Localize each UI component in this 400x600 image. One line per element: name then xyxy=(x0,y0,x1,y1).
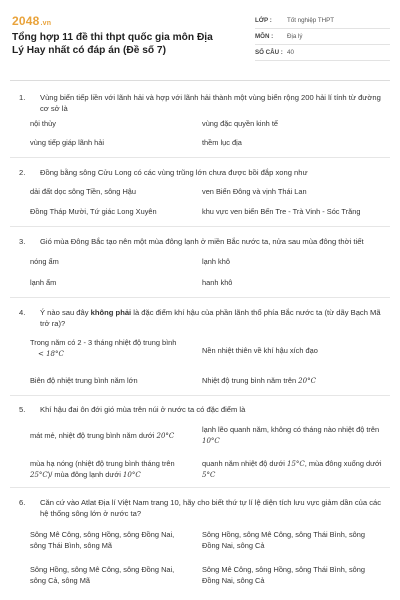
option-a[interactable]: nóng ẩm xyxy=(30,257,59,266)
option-b[interactable]: lạnh khô xyxy=(202,257,230,266)
option-d[interactable]: thềm lục địa xyxy=(202,138,242,147)
option-b[interactable]: lạnh lẽo quanh năm, không có tháng nào nhiệt độ trên 10°C xyxy=(202,425,380,445)
option-b[interactable]: Sông Hồng, sông Mê Công, sông Thái Bình, sông Đồng Nai, sông Cả xyxy=(202,530,365,550)
question-stem: Vùng biển tiếp liền với lãnh hải và hợp với lãnh hải thành một vùng biển rộng 200 hải lí tính từ đường cơ sở là xyxy=(40,93,381,113)
document-title: Tổng hợp 11 đề thi thpt quốc gia môn Địa Lý Hay nhất có đáp án (Đề số 7) xyxy=(12,32,213,56)
meta-row-count: SỐ CÂU : 40 xyxy=(255,45,390,61)
question-divider xyxy=(10,297,390,298)
option-c[interactable]: vùng tiếp giáp lãnh hải xyxy=(30,138,104,147)
site-logo[interactable]: 2048.vn xyxy=(12,14,52,28)
option-a[interactable]: Trong năm có 2 - 3 tháng nhiệt độ trung bình < 18°C xyxy=(30,338,177,358)
option-c[interactable]: Biên độ nhiệt trung bình năm lớn xyxy=(30,376,138,385)
option-d[interactable]: khu vực ven biển Bến Tre - Trà Vinh - Sóc Trăng xyxy=(202,207,361,216)
question-stem: Khí hậu đai ôn đới gió mùa trên núi ở nước ta có đặc điểm là xyxy=(40,405,246,414)
option-c[interactable]: Sông Hồng, sông Mê Công, sông Đồng Nai, sông Cả, sông Mã xyxy=(30,565,175,585)
question-divider xyxy=(10,157,390,158)
option-d[interactable]: quanh năm nhiệt độ dưới 15°C, mùa đông xuống dưới 5°C xyxy=(202,459,382,479)
meta-row-subject: MÔN : Địa lý xyxy=(255,29,390,45)
header-divider xyxy=(10,80,390,81)
question-stem: Đồng bằng sông Cửu Long có các vùng trũng lớn chưa được bồi đắp xong như xyxy=(40,168,308,177)
option-d[interactable]: hanh khô xyxy=(202,278,233,287)
exam-meta xyxy=(255,13,390,61)
option-b[interactable]: vùng đặc quyền kinh tế xyxy=(202,119,279,128)
document-page: 2048.vn Tổng hợp 11 đề thi thpt quốc gia môn Địa Lý Hay nhất có đáp án (Đề số 7) LỚP : Tốt nghiệp THPT MÔN : Địa lý SỐ CÂU : 40 1. Vùng biển tiếp liền với lãnh hải và hợp với lãnh hải thành một vùng biển rộng 200 hải lí tính từ đường cơ sở là nội thủy vùng đặc quyền kinh tế vùng tiếp giáp lãnh hải thềm lục địa 2. Đồng bằng sông Cửu Long có các vùng trũng lớn chưa được bồi đắp xong như dải đất dọc sông Tiền, sông Hậu ven Biển Đông và vịnh Thái Lan Đồng Tháp Mười, Tứ giác Long Xuyên khu vực ven biển Bến Tre - Trà Vinh - Sóc Trăng 3. Gió mùa Đông Bắc tạo nên một mùa đông lạnh ở miền Bắc nước ta, nửa sau mùa đông thời tiết nóng ẩm lạnh khô lạnh ẩm hanh khô 4. Ý nào sau đây không phải là đặc điểm khí hậu của phần lãnh thổ phía Bắc nước ta (từ dãy Bạch Mã trở ra)? Trong năm có 2 - 3 tháng nhiệt độ trung bình < 18°C Nền nhiệt thiên về khí hậu xích đạo Biên độ nhiệt trung bình năm lớn Nhiệt độ trung bình năm trên 20°C 5. Khí hậu đai ôn đới gió mùa trên núi ở nước ta có đặc điểm là mát mẻ, nhiệt độ trung bình năm dưới 20°C lạnh lẽo quanh năm, không có tháng nào nhiệt độ trên 10°C mùa hạ nóng (nhiệt độ trung bình tháng trên 25°C)/ mùa đông lạnh dưới 10°C quanh năm nhiệt độ dưới 15°C, mùa đông xuống dưới 5°C 6. Căn cứ vào Atlat Địa lí Việt Nam trang 10, hãy cho biết thứ tự lí lệ diện tích lưu vực giảm dần của các hệ thống sông lớn ở nước ta? Sông Mê Công, sông Hồng, sông Đồng Nai, sông Thái Bình, sông Mã Sông Hồng, sông Mê Công, sông Thái Bình, sông Đồng Nai, sông Cả Sông Hồng, sông Mê Công, sông Đồng Nai, sông Cả, sông Mã Sông Mê Công, sông Hồng, sông Thái Bình, sông Đồng Nai, sông Cả xyxy=(0,0,400,600)
option-c[interactable]: Đồng Tháp Mười, Tứ giác Long Xuyên xyxy=(30,207,157,216)
option-a[interactable]: nội thủy xyxy=(30,119,56,128)
question-divider xyxy=(10,487,390,488)
option-d[interactable]: Nhiệt độ trung bình năm trên 20°C xyxy=(202,376,316,385)
question-stem: Gió mùa Đông Bắc tạo nên một mùa đông lạnh ở miền Bắc nước ta, nửa sau mùa đông thời tiết xyxy=(40,237,364,246)
option-a[interactable]: Sông Mê Công, sông Hồng, sông Đồng Nai, sông Thái Bình, sông Mã xyxy=(30,530,175,550)
option-a[interactable]: dải đất dọc sông Tiền, sông Hậu xyxy=(30,187,137,196)
option-b[interactable]: Nền nhiệt thiên về khí hậu xích đạo xyxy=(202,346,318,355)
option-c[interactable]: mùa hạ nóng (nhiệt độ trung bình tháng trên 25°C)/ mùa đông lạnh dưới 10°C xyxy=(30,459,175,479)
document-header xyxy=(0,0,400,78)
option-a[interactable]: mát mẻ, nhiệt độ trung bình năm dưới 20°C xyxy=(30,431,175,440)
meta-row-class: LỚP : Tốt nghiệp THPT xyxy=(255,13,390,29)
question-divider xyxy=(10,395,390,396)
question-stem: Căn cứ vào Atlat Địa lí Việt Nam trang 10, hãy cho biết thứ tự lí lệ diện tích lưu vực giảm dần của các hệ thống sông lớn ở nước ta? xyxy=(40,498,382,518)
option-c[interactable]: lạnh ẩm xyxy=(30,278,57,287)
question-stem: Ý nào sau đây không phải là đặc điểm khí hậu của phần lãnh thổ phía Bắc nước ta (từ dãy Bạch Mã trở ra)? xyxy=(40,308,381,328)
option-b[interactable]: ven Biển Đông và vịnh Thái Lan xyxy=(202,187,307,196)
option-d[interactable]: Sông Mê Công, sông Hồng, sông Thái Bình, sông Đồng Nai, sông Cả xyxy=(202,565,365,585)
question-divider xyxy=(10,226,390,227)
